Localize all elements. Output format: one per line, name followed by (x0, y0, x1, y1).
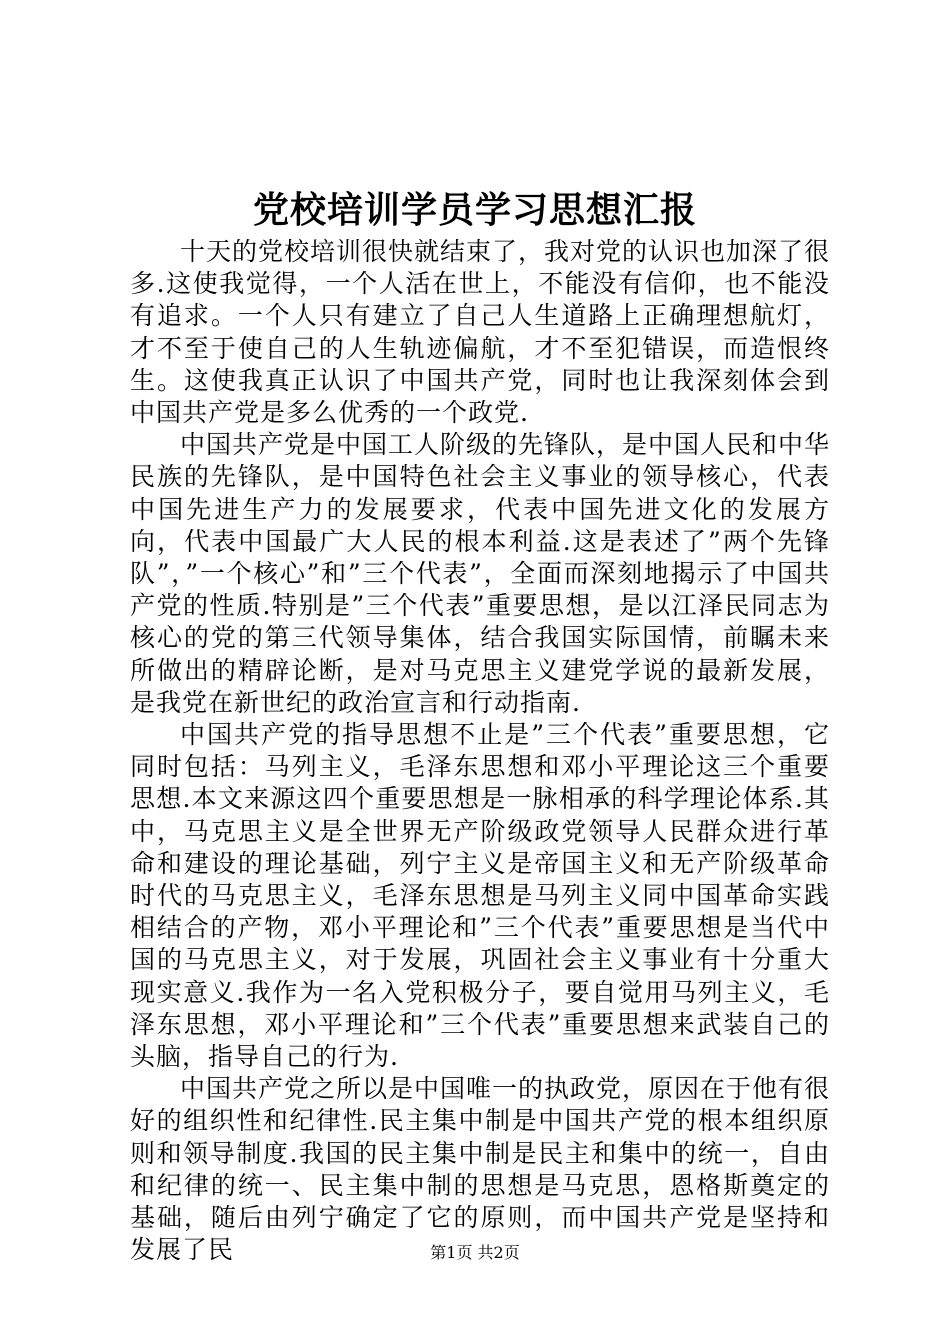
paragraph: 中国共产党的指导思想不止是”三个代表”重要思想，它同时包括：马列主义，毛泽东思想和邓小平理论这三个重要思想.本文来源这四个重要思想是一脉相承的科学理论体系.其中，马克思主义是全世界无产阶级政党领导人民群众进行革命和建设的理论基础，列宁主义是帝国主义和无产阶级革命时代的马克思主义，毛泽东思想是马列主义同中国革命实践相结合的产物，邓小平理论和”三个代表”重要思想是当代中国的马克思主义，对于发展，巩固社会主义事业有十分重大现实意义.我作为一名入党积极分子，要自觉用马列主义，毛泽东思想，邓小平理论和”三个代表”重要思想来武装自己的头脑，指导自己的行为. (130, 720, 830, 1072)
document-body (130, 236, 830, 1267)
paragraph: 中国共产党之所以是中国唯一的执政党，原因在于他有很好的组织性和纪律性.民主集中制是中国共产党的根本组织原则和领导制度.我国的民主集中制是民主和集中的统一，自由和纪律的统一、民主集中制的思想是马克思，恩格斯奠定的基础，随后由列宁确定了它的原则，而中国共产党是坚持和发展了民 (130, 1074, 831, 1265)
document-title: 党校培训学员学习思想汇报 (252, 189, 697, 231)
paragraph: 中国共产党是中国工人阶级的先锋队，是中国人民和中华民族的先锋队，是中国特色社会主义事业的领导核心，代表中国先进生产力的发展要求，代表中国先进文化的发展方向，代表中国最广大人民的根本利益.这是表述了”两个先锋队”，”一个核心”和”三个代表”，全面而深刻地揭示了中国共产党的性质.特别是”三个代表”重要思想，是以江泽民同志为核心的党的第三代领导集体，结合我国实际国情，前瞩未来所做出的精辟论断，是对马克思主义建党学说的最新发展，是我党在新世纪的政治宣言和行动指南. (130, 430, 831, 717)
page-number: 第1页 共2页 (430, 1243, 520, 1262)
paragraph: 十天的党校培训很快就结束了，我对党的认识也加深了很多.这使我觉得，一个人活在世上，不能没有信仰，也不能没有追求。一个人只有建立了自己人生道路上正确理想航灯，才不至于使自己的人生轨迹偏航，才不至犯错误，而造恨终生。这使我真正认识了中国共产党，同时也让我深刻体会到中国共产党是多么优秀的一个政党. (130, 237, 831, 428)
